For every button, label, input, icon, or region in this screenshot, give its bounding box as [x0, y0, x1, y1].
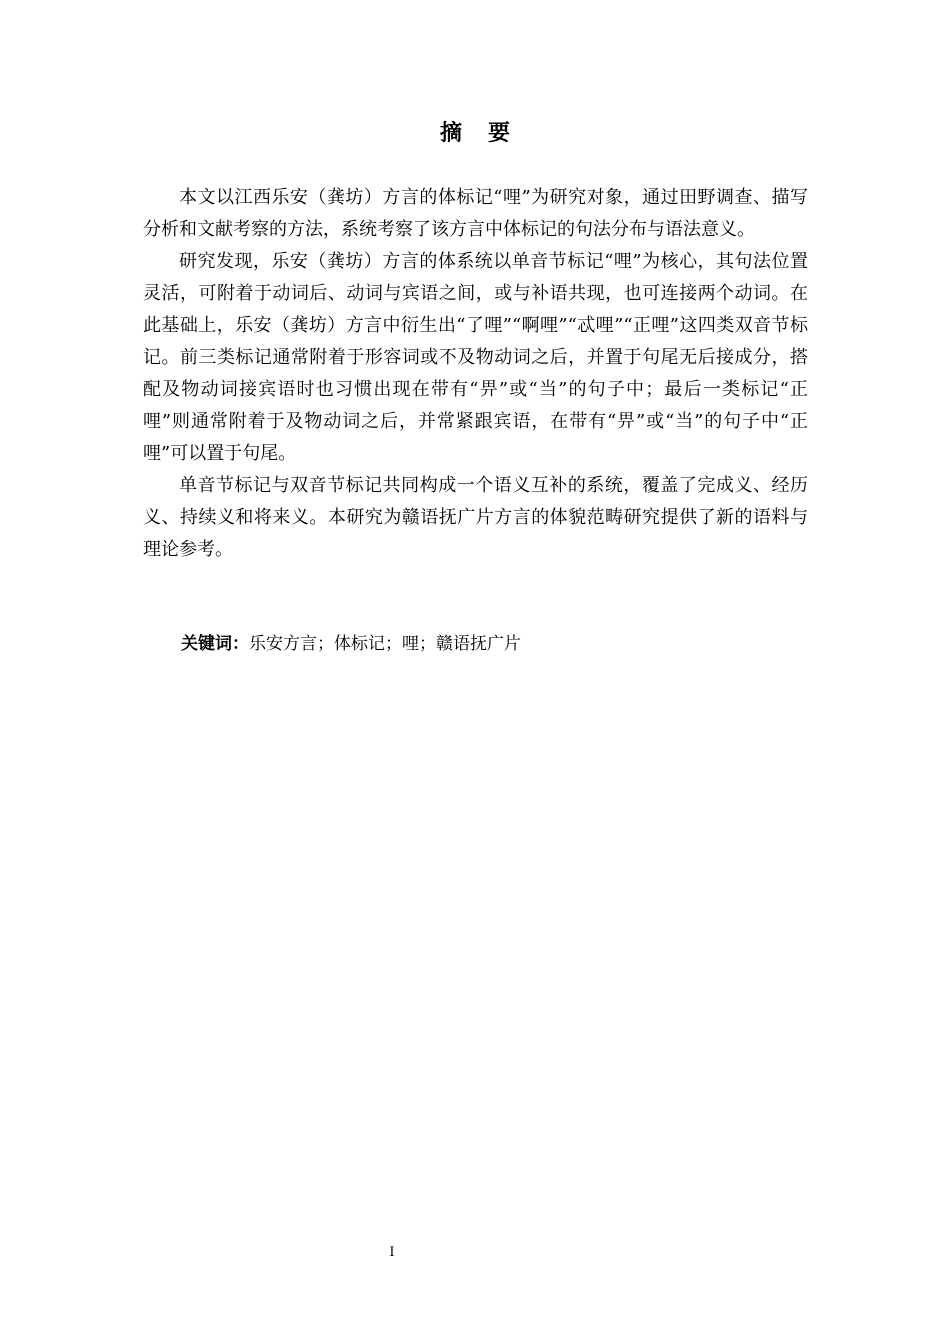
keywords-label: 关键词：: [181, 634, 249, 654]
abstract-body: [143, 182, 808, 566]
abstract-paragraph-1: 本文以江西乐安（龚坊）方言的体标记“哩”为研究对象，通过田野调查、描写分析和文献考察的方法，系统考察了该方言中体标记的句法分布与语法意义。: [143, 187, 808, 240]
page-number: I: [389, 1245, 395, 1260]
abstract-paragraph-2: 研究发现，乐安（龚坊）方言的体系统以单音节标记“哩”为核心，其句法位置灵活，可附着于动词后、动词与宾语之间，或与补语共现，也可连接两个动词。在此基础上，乐安（龚坊）方言中衍生出“了哩”“啊哩”“忒哩”“正哩”这四类双音节标记。前三类标记通常附着于形容词或不及物动词之后，并置于句尾无后接成分，搭配及物动词接宾语时也习惯出现在带有“畀”或“当”的句子中；最后一类标记“正哩”则通常附着于及物动词之后，并常紧跟宾语，在带有“畀”或“当”的句子中“正哩”可以置于句尾。: [143, 251, 808, 464]
abstract-paragraph-3: 单音节标记与双音节标记共同构成一个语义互补的系统，覆盖了完成义、经历义、持续义和将来义。本研究为赣语抚广片方言的体貌范畴研究提供了新的语料与理论参考。: [143, 475, 808, 560]
abstract-title: 摘要: [439, 121, 536, 146]
keywords-value: 乐安方言；体标记；哩；赣语抚广片: [249, 634, 521, 654]
keywords-line: [181, 628, 821, 660]
